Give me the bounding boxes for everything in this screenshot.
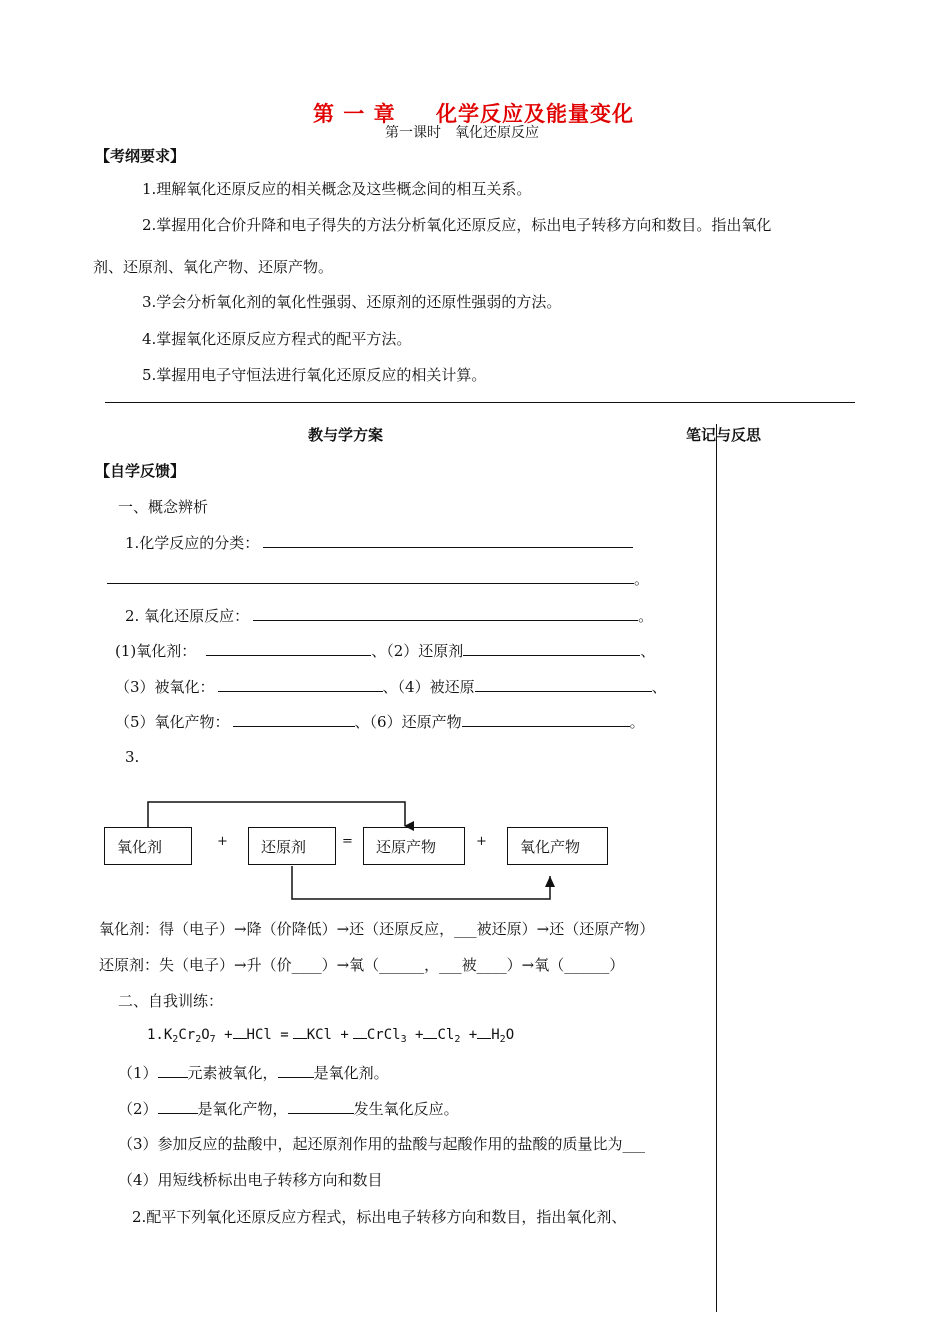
practice-2: 2.配平下列氧化还原反应方程式，标出电子转移方向和数目，指出氧化剂、 (132, 1208, 627, 1226)
outline-item-1: 1.理解氧化还原反应的相关概念及这些概念间的相互关系。 (142, 180, 532, 198)
box-oxidation-product: 氧化产物 (507, 827, 608, 865)
answer-blank[interactable] (278, 1063, 314, 1078)
chapter-title: 化学反应及能量变化 (436, 102, 634, 126)
box-reduction-product: 还原产物 (363, 827, 465, 865)
coefficient-blank[interactable] (353, 1026, 367, 1039)
question-3-label: 3. (125, 748, 140, 766)
answer-blank[interactable] (158, 1099, 198, 1114)
reductant-label: 、（2）还原剂 (371, 642, 464, 660)
practice-q4: （4）用短线桥标出电子转移方向和数目 (118, 1171, 383, 1189)
reduction-product-label: 、（6）还原产物 (354, 713, 462, 731)
coefficient-blank[interactable] (233, 1026, 247, 1039)
column-left-heading: 教与学方案 (308, 426, 384, 444)
chapter-number: 第 一 章 (313, 102, 396, 126)
comma: 、 (640, 642, 656, 660)
oxidation-product-label: （5）氧化产物： (115, 713, 230, 731)
question-1-label: 1.化学反应的分类： (125, 534, 260, 552)
plus-sign: + (217, 834, 228, 849)
part2-heading: 二、自我训练： (118, 992, 224, 1010)
answer-blank[interactable] (288, 1099, 354, 1114)
part1-heading: 一、概念辨析 (118, 498, 209, 516)
outline-item-3: 3.学会分析氧化剂的氧化性强弱、还原剂的还原性强弱的方法。 (142, 293, 562, 311)
comma: 、 (651, 678, 667, 696)
equation-number: 1. (147, 1027, 164, 1043)
bottom-arrow (292, 866, 550, 899)
question-2-label: 2. 氧化还原反应： (125, 607, 250, 625)
practice-q3: （3）参加反应的盐酸中，起还原剂作用的盐酸与起酸作用的盐酸的质量比为___ (118, 1135, 646, 1153)
equation-1: $1.K_2Cr_2O_7$ + HCl = KCl + CrCl$_3$ + $Cl_2 + H_2O$ (147, 1027, 515, 1045)
self-study-heading: 【自学反馈】 (95, 462, 186, 480)
outline-item-2: 2.掌握用化合价升降和电子得失的方法分析氧化还原反应，标出电子转移方向和数目。指出氧化 (142, 216, 772, 234)
oxidant-rule: 氧化剂：得（电子）→降（价降低）→还（还原反应，___被还原）→还（还原产物） (99, 920, 655, 938)
practice-q1: （1） 元素被氧化， 是氧化剂。 (118, 1064, 389, 1082)
oxidant-label: (1)氧化剂： (115, 642, 197, 660)
lesson-title: 第一课时 氧化还原反应 (385, 125, 539, 141)
period: 。 (629, 713, 645, 731)
equals-sign: = (342, 834, 353, 849)
oxidized-label: （3）被氧化： (115, 678, 215, 696)
period: 。 (638, 607, 654, 625)
outline-item-2-cont: 剂、还原剂、氧化产物、还原产物。 (93, 258, 334, 276)
outline-heading: 【考纲要求】 (95, 147, 186, 165)
coefficient-blank[interactable] (423, 1026, 437, 1039)
coefficient-blank[interactable] (293, 1026, 307, 1039)
box-reductant: 还原剂 (248, 827, 336, 865)
plus-sign: + (476, 834, 487, 849)
column-right-heading: 笔记与反思 (686, 426, 762, 444)
box-oxidant: 氧化剂 (104, 827, 192, 865)
bottom-arrowhead (545, 876, 555, 887)
outline-item-5: 5.掌握用电子守恒法进行氧化还原反应的相关计算。 (142, 366, 487, 384)
coefficient-blank[interactable] (477, 1026, 491, 1039)
answer-blank[interactable] (158, 1063, 188, 1078)
outline-item-4: 4.掌握氧化还原反应方程式的配平方法。 (142, 330, 412, 348)
reductant-rule: 还原剂：失（电子）→升（价____）→氧（______，___被____）→氧（______） (99, 956, 625, 974)
reduced-label: 、（4）被还原 (382, 678, 475, 696)
practice-q2: （2） 是氧化产物， 发生氧化反应。 (118, 1100, 459, 1118)
top-arrow (148, 802, 405, 827)
period: 。 (634, 570, 650, 588)
